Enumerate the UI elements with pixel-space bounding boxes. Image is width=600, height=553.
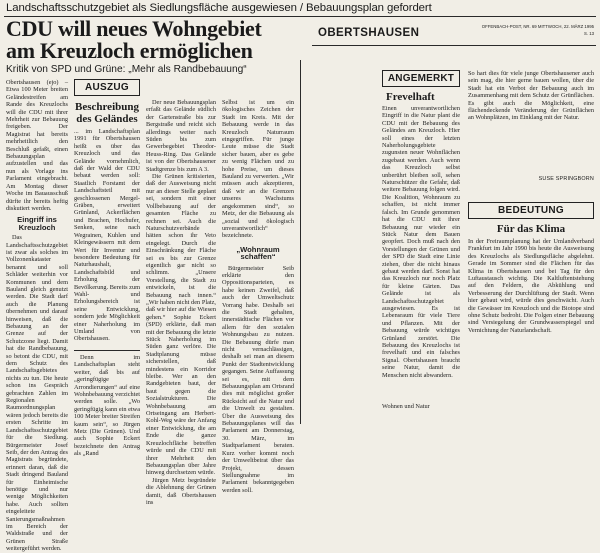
masthead-rule — [312, 45, 596, 46]
column-4-para-1: Selbst ist um ein ökologisches Zeichen der Stadt im Kreis. Mit der Bebauung werde in das Kreuzloch Naturraum eingegriffen. Für junge Leute müsse die Stadt sicher bauen, aber es gebe zu wenig Flächen und zu hohe Preise, um dieses Bauland zu verwerten. „Wir müssen auch akzeptieren, daß wir an die Grenzen unseres Wachstums angekommen sind“, so Metz, der die Bebauung als „sozial und ökologisch unverantwortlich“ bezeichnete. — [222, 99, 294, 240]
supertitle: Landschaftsschutzgebiet als Siedlungsfläche ausgewiesen / Bebauungsplan gefordert — [6, 2, 432, 14]
column-3-para-1: Der neue Bebauungsplan erfaßt das Gelände südlich der Gartenstraße bis zur Bergstraße und reicht sich allerdings weiter nach Süden bis zum Gewerbegebiet Theodor-Heuss-Ring. Das Gelände ist von der Obertshausener Stadtgrenze bis zum A 3. — [146, 99, 216, 173]
auszug-heading: Beschreibung des Geländes — [75, 101, 139, 125]
subhead-wohnraum: „Wohnraum schaffen“ — [236, 244, 280, 262]
column-3 — [146, 99, 216, 506]
angemerkt-box — [382, 70, 460, 424]
column-6 — [468, 70, 594, 174]
bedeutung-body: In der Freiraumplanung hat der Umlandverband Frankfurt im Jahr 1990 bis heute die Ausweisung des Kreuzlochs als Siedlungsfläche abgelehnt. Gerade im Sommer sind die Flächen für das Klima in Obertshausen und bei Tag für den Luftaustausch wichtig. Die Kaltluftentstehung auf den Feldern, die Abkühlung und Verbesserung der Durchlüftung der Stadt. Wenn hier gebaut wird, würde dies geschwächt. Auch die Gewässer im Kreuzloch und die Biotope sind ohne Schutz bedroht. Die Folgen einer Bebauung sind Versiegelung der Grundwasserspiegel und Vernichtung der Naturlandschaft. — [468, 238, 594, 334]
angemerkt-title: ANGEMERKT — [382, 70, 460, 87]
angemerkt-tail: Wohnen und Natur — [382, 403, 430, 410]
bedeutung-heading: Für das Klima — [496, 223, 566, 235]
signature: SUSE SPRINGBORN — [538, 176, 594, 182]
auszug-box — [74, 79, 140, 347]
column-3-para-2: Die Grünen kritisierten, daß der Ausweisung nicht nur an dieser Stelle geplant sei, sondern mit einer Vollbebauung auf der gesamten Fläche zu rechnen sei. Auch die Naturschutzverbände hätten schon ihr Veto eingelegt. Durch die Einschränkung der Fläche sei es bis zur Grenze eigentlich gar nicht so schlimm. „Unsere Vorstellung, die Stadt zu entwickeln, ist die Bebauung nach innen.“ „Wir haben nicht den Platz, daß wir hier auf die Wiesen gehen.“ Sophie Eckert (SPD) erklärte, daß man mit der Bebauung die letzte Stück Naherholung im Süden ganz verlöre. Die Stadtplanung müsse sicherstellen, daß mindestens ein Korridor bleibe. Wer an den Randgebieten baut, der baut gegen die Sozialstrukturen. Die Wohnbebauung am Ortseingang am Herbert-Kohl-Weg wäre der Anfang einer Entwicklung, die am Ende die ganze Kreuzlochfläche betreffen würde und die CDU mit ihrer Mehrheit den Bebauungsplan über Jahre hinweg durchsetzen würde. — [146, 173, 216, 477]
auszug-body: ... im Landschaftsplan 1991 für Obertshausen heißt es über das Kreuzloch und das Gelände vornehmlich, daß der Wald der CDU bebaut werden soll: Staatlich Forstamt der Landschaftsteil mit geschlossenen Mergel-Gräben, erweitert Grünland, Ackerflächen und Brachen, Hochufer, Senken, seine nach Wegrainen, Kuhlen und Kleingewässern mit dem Wert für Inventur und besondere Bedeutung für Naturhaushalt, Landschaftsbild und Erholung der Bevölkerung. Bereits zum Wahl- und Erholungsbereich ist seine Entwicklung, sondern jede Möglichkeit einer Naherholung im Umland von Obertshausen. — [74, 128, 140, 343]
auszug-bottom-rule — [74, 350, 140, 351]
column-divider — [300, 60, 301, 424]
column-4-para-2: Bürgermeister Seib erklärte den Oppositionsparteien, es habe keinen Zweifel, daß auch der Umweltschutz Vorrang habe. Deshalb sei die Stadt gehalten, innerstädtische Flächen vor allem für den sozialen Wohnungsbau zu nutzen. Die Bebauung dürfe man nicht vernachlässigen, deshalb sei man an diesem Punkt der Stadtentwicklung gegangen. Seine Auffassung sei es, mit dem Bebauungsplan am Ortsrand dies mit möglichst großer Rücksicht auf die Natur und die Umwelt zu gestalten. Über die Ausweisung des Bebauungsplanes will das Parlament am Donnerstag, 30. März, im Stadtparlament beraten. Kurz vorher kommt noch der Umweltbeirat über das Projekt, dessen Stellungnahme im Parlament bekanntgegeben werden soll. — [222, 264, 294, 494]
column-1 — [6, 79, 68, 553]
masthead-meta: OFFENBACH-POST, NR. 69 MITTWOCH, 22. MÄRZ 1995 — [481, 24, 594, 29]
section-title: OBERTSHAUSEN — [318, 27, 420, 39]
subline: Kritik von SPD und Grüne: „Mehr als Randbebauung“ — [6, 64, 247, 75]
headline-line-2: am Kreuzloch ermöglichen — [6, 38, 253, 63]
angemerkt-heading: Frevelhaft — [386, 91, 435, 103]
auszug-tail-text: Denn im Landschaftsplan steht weiter, daß bis auf „geringfügige Arrondierungen“ auf eine Wohnbebauung verzichtet werden solle. „Wo geringfügig kann ein etwa 100 Meter breiter Streifen kaum sein“, so Jürgen Metz (Die Grünen). Und auch Sophie Eckert bezeichnete den Antrag als „Rand — [74, 354, 140, 458]
auszug-title: AUSZUG — [74, 79, 140, 96]
auszug-tail — [74, 354, 140, 458]
lead-paragraph: Obertshausen (ejo) – Etwa 100 Meter breiten Geländestreifen am Rande des Kreuzlochs will die CDU mit ihrer Mehrheit zur Bebauung freigeben. Der Magistrat hat bereits mehrheitlich den Beschluß gefaßt, einen Bebauungsplan aufzustellen und das nun als Vorlage ins Parlament eingebracht. Am Montag dieser Woche im Bauausschuß dürfte ihr bereits heftig diskutiert werden. — [6, 79, 68, 212]
angemerkt-body: Einen unverantwortlichen Eingriff in die Natur plant die CDU mit der Bebauung des Geländes am Kreuzloch. Hier soll eines der letzten Naherholungsgebiete zugunsten neuer Wohnflächen zugebaut werden. Auch wenn das Kreuzloch selbst unberührt bleiben soll, sehen Naturschützer die Gefahr, daß weitere Bebauung folgen wird. Die Koalition, Wohnraum zu schaffen, ist nicht immer falsch. Im Grunde genommen hat die CDU mit ihrer Bebauung nur wieder ein Stück Natur dem Bauen geopfert. Doch muß nach den Vorstellungen der Grünen und der SPD die Stadt eine Linie ziehen, über die nicht hinaus gebaut werden darf. Sonst hat das Kreuzloch nur noch Platz für kleine Gärten. Das Gelände ist als Landschaftsschutzgebiet ausgewiesen. Es ist Lebensraum für viele Tiere und Pflanzen. Mit der Bebauung würde wichtiges Grünland zerstört. Die Bebauung des Kreuzlochs ist frevelhaft und ein falsches Signal. Obertshausen braucht seine Natur, damit die Menschen nicht abwandern. — [382, 105, 460, 379]
page-number: S. 13 — [583, 31, 594, 36]
bedeutung-title: BEDEUTUNG — [468, 202, 594, 219]
headline-line-1: CDU will neues Wohngebiet — [6, 16, 262, 41]
subhead-eingriff: Eingriff ins Kreuzloch — [17, 215, 57, 232]
column-4 — [222, 99, 294, 494]
column-1-body: Das Landschaftsschutzgebiet ist zwar als solches im Vollzonenkataster benannt und soll Schläder weiterhin vor Kommunen und dem Bauland gleich genutzt werden. Die Stadt darf auch die Planung übernehmen und darauf hinweisen, daß die Bebauung an der Grenze auf der Schutzzone liegt. Damit hat die Randbebauung, so betont die CDU, mit dem Schutz des Landschaftsgebietes nichts zu tun. Die heute schon ins Gespräch gebrachten Zahlen im Regionalen Raumordnungsplan wären jedoch bereits die ersten Schritte im Landschaftsschutzgebiet für die Siedlung. Bürgermeister Josef Seib, der den Antrag des Magistrats begründete, erinnert daran, daß die Stadt dringend Bauland für Einheimische benötige und nur wenige Möglichkeiten habe. Auch sollten eingeleitete Sanierungsmaßnahmen im Bereich der Waldstraße und der Grünen Straße weitergeführt werden. — [6, 234, 68, 553]
bedeutung-box — [468, 202, 594, 424]
column-3-para-3: Jürgen Metz begründete die Ablehnung der Grünen damit, daß Obertshausen ins — [146, 476, 216, 506]
column-6-body: So hart dies für viele junge Obertshausener auch sein mag, die hier gerne bauen wollen, über die Stadt hat ein Verbot der Bebauung auch im Zusammenhang mit dem Schutz der Grünflächen. Es gibt auch die Möglichkeit, eine flächendeckende Veränderung der Grünflächen an Wohnplätzen, im Einklang mit der Natur. — [468, 70, 594, 122]
